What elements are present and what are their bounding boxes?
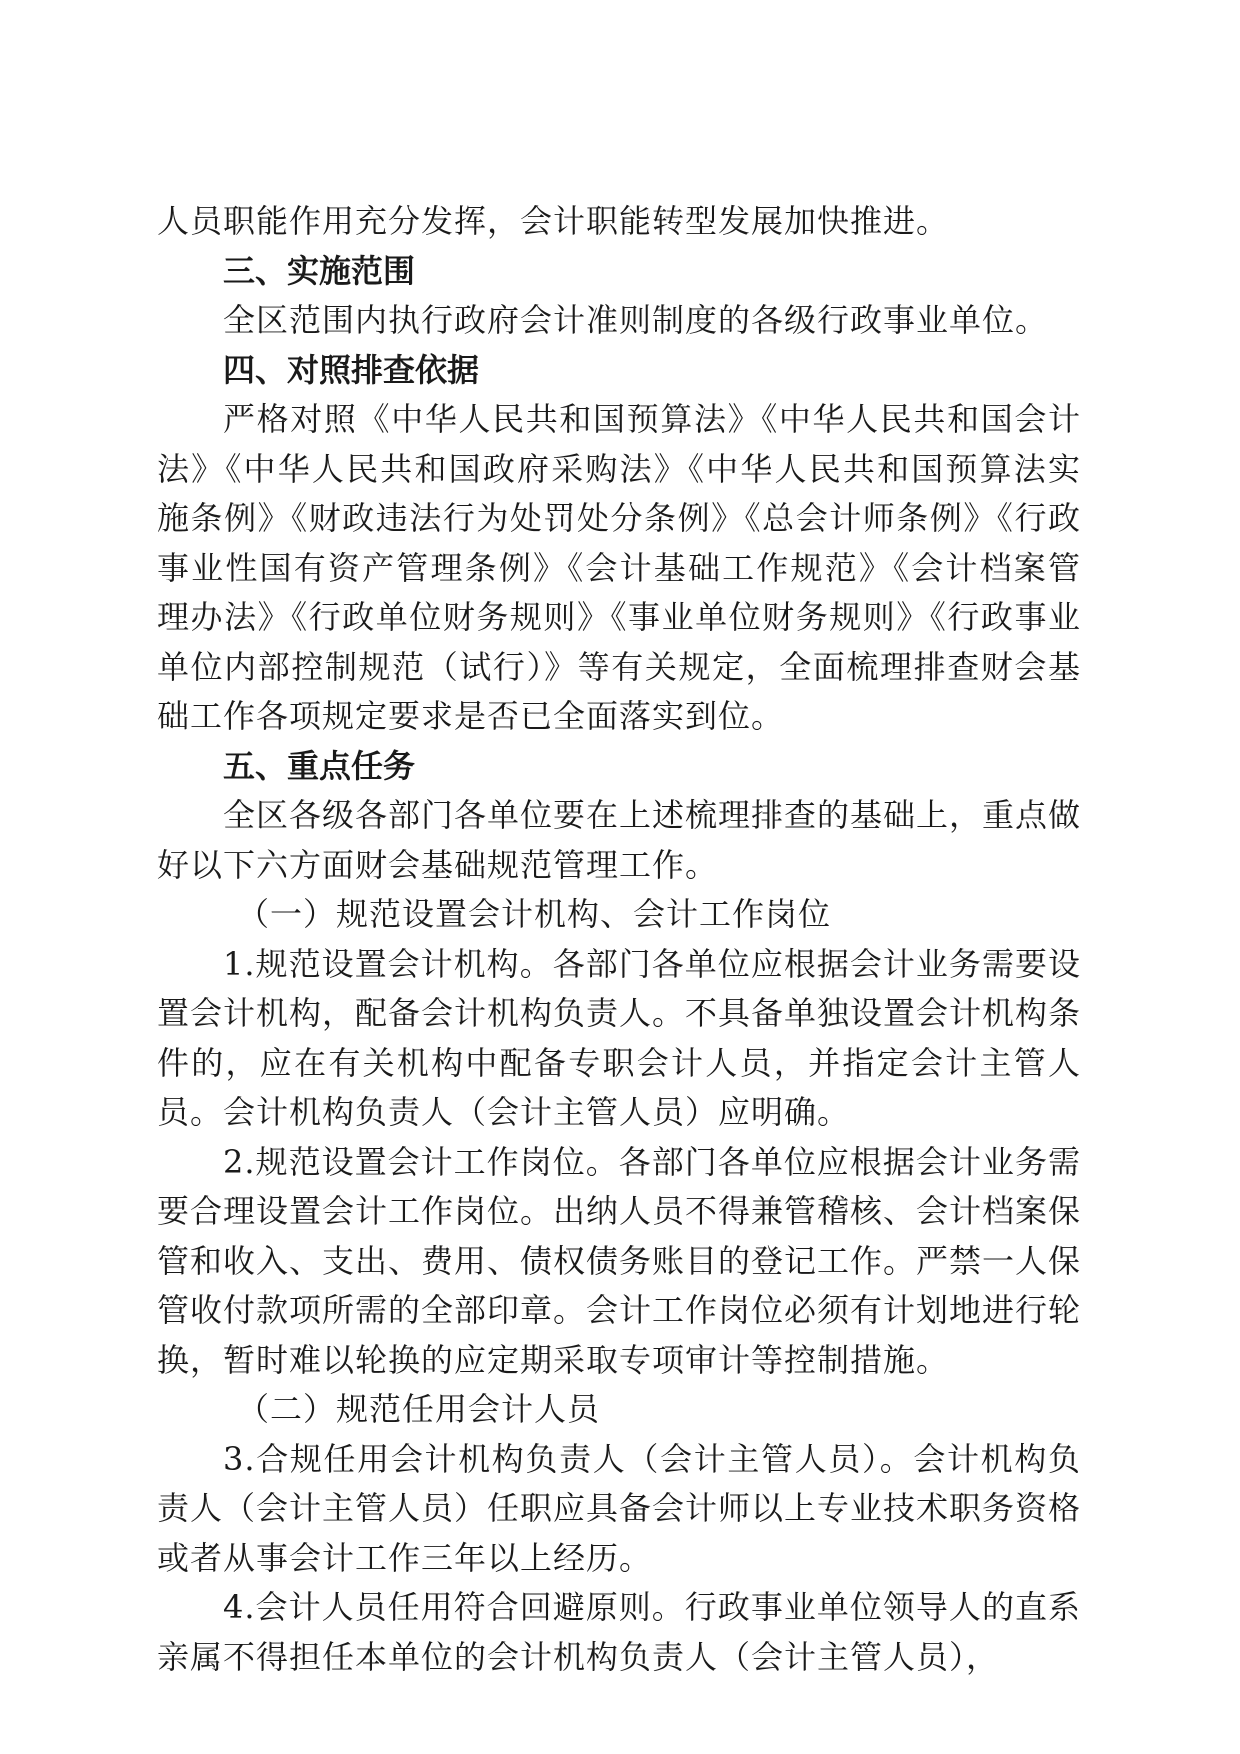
subheading-accounting-staff: （二）规范任用会计人员 [237, 1390, 601, 1428]
paragraph-item-1: 1.规范设置会计机构。各部门各单位应根据会计业务需要设置会计机构，配备会计机构负责人。不具备单独设置会计机构条件的，应在有关机构中配备专职会计人员，并指定会计主管人员。会计机构负责人（会计主管人员）应明确。 [157, 944, 1082, 1131]
paragraph-item-3: 3.合规任用会计机构负责人（会计主管人员）。会计机构负责人（会计主管人员）任职应具备会计师以上专业技术职务资格或者从事会计工作三年以上经历。 [157, 1439, 1082, 1577]
paragraph-scope: 全区范围内执行政府会计准则制度的各级行政事业单位。 [223, 301, 1049, 339]
document-body [157, 197, 1081, 1682]
section-heading-basis: 四、对照排查依据 [223, 350, 480, 389]
paragraph-continued: 人员职能作用充分发挥，会计职能转型发展加快推进。 [157, 202, 950, 240]
paragraph-item-2: 2.规范设置会计工作岗位。各部门各单位应根据会计业务需要合理设置会计工作岗位。出纳人员不得兼管稽核、会计档案保管和收入、支出、费用、债权债务账目的登记工作。严禁一人保管收付款项所需的全部印章。会计工作岗位必须有计划地进行轮换，暂时难以轮换的应定期采取专项审计等控制措施。 [157, 1142, 1082, 1379]
subheading-accounting-institutions: （一）规范设置会计机构、会计工作岗位 [237, 895, 832, 933]
paragraph-item-4: 4.会计人员任用符合回避原则。行政事业单位领导人的直系亲属不得担任本单位的会计机构负责人（会计主管人员）， [157, 1588, 1081, 1676]
section-heading-tasks: 五、重点任务 [223, 746, 416, 785]
section-heading-scope: 三、实施范围 [223, 251, 416, 290]
paragraph-basis: 严格对照《中华人民共和国预算法》《中华人民共和国会计法》《中华人民共和国政府采购法》《中华人民共和国预算法实施条例》《财政违法行为处罚处分条例》《总会计师条例》《行政事业性国有资产管理条例》《会计基础工作规范》《会计档案管理办法》《行政单位财务规则》《事业单位财务规则》《行政事业单位内部控制规范（试行）》等有关规定，全面梳理排查财会基础工作各项规定要求是否已全面落实到位。 [157, 400, 1081, 735]
paragraph-tasks-intro: 全区各级各部门各单位要在上述梳理排查的基础上，重点做好以下六方面财会基础规范管理工作。 [157, 796, 1082, 884]
